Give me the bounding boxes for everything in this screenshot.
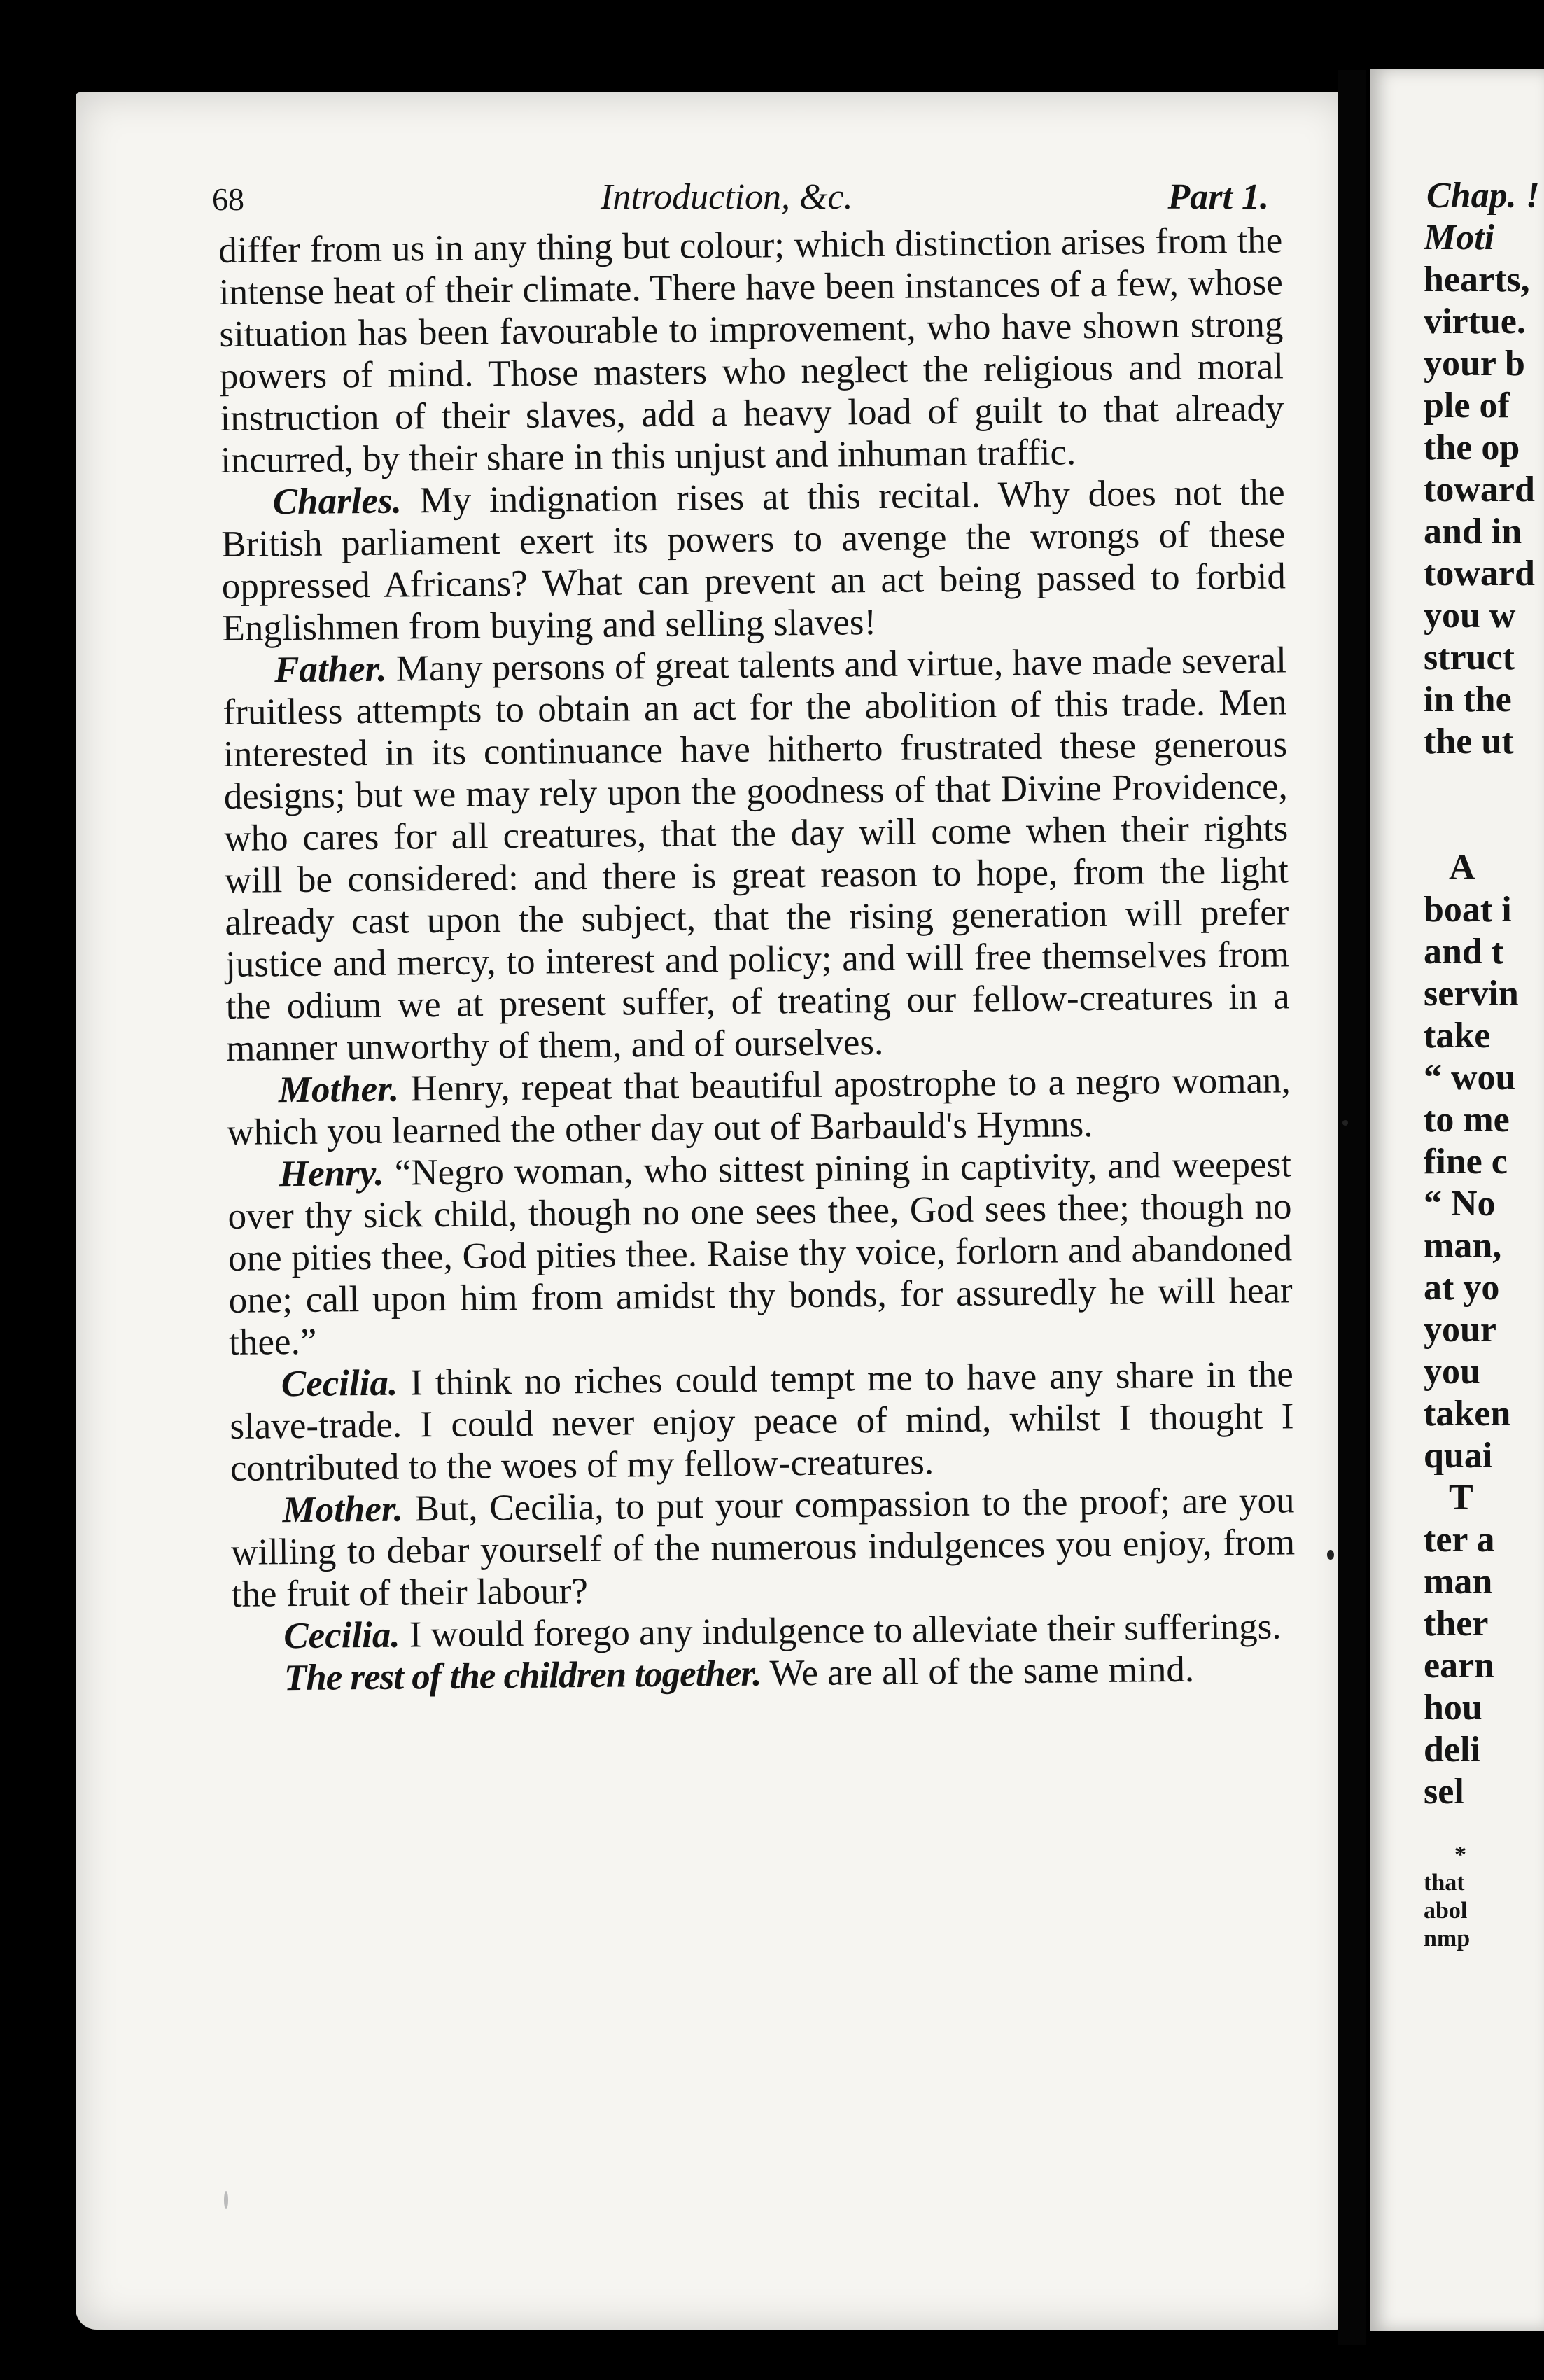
right-line: take	[1424, 1016, 1491, 1056]
right-line: toward	[1424, 470, 1535, 510]
paragraph-text: But, Cecilia, to put your compassion to the proof; are you willing to debar yourself of the numerous indulgences you enjoy, from the fruit of their labour?	[230, 1480, 1296, 1615]
right-line: your b	[1424, 344, 1525, 384]
right-line: in the	[1424, 680, 1512, 720]
speaker-name: Mother.	[282, 1488, 404, 1531]
footnote-line: abol	[1424, 1898, 1468, 1924]
paragraph-cecilia	[230, 1353, 1295, 1490]
right-line: ther	[1424, 1604, 1489, 1644]
speaker-name: Mother.	[278, 1068, 400, 1111]
right-line: ter a	[1424, 1520, 1495, 1560]
paragraph-mother	[227, 1059, 1291, 1154]
right-line: “ wou	[1424, 1058, 1516, 1098]
scan-speck	[1327, 1550, 1334, 1560]
right-line: the ut	[1424, 722, 1514, 762]
paragraph-text: Henry, repeat that beautiful apostrophe to a negro woman, which you learned the other day out of Barbauld's Hymns.	[227, 1060, 1291, 1153]
speaker-name: Father.	[274, 648, 387, 691]
running-head	[212, 176, 1276, 225]
right-line: man,	[1424, 1226, 1502, 1266]
speaker-name: Charles.	[272, 480, 402, 523]
right-line: “ No	[1424, 1184, 1496, 1224]
scan-speck	[224, 2191, 228, 2209]
left-page-text	[218, 219, 1296, 1699]
right-line: and in	[1424, 512, 1522, 552]
footnote-line: *	[1454, 1842, 1466, 1868]
paragraph-henry	[227, 1143, 1293, 1364]
right-line: man	[1424, 1562, 1493, 1602]
paragraph-charles	[220, 471, 1286, 650]
right-line: and t	[1424, 932, 1504, 972]
part-label: Part 1.	[1167, 177, 1269, 217]
right-line: virtue.	[1424, 302, 1526, 342]
book-gutter	[1338, 70, 1366, 2345]
speaker-name: The rest of the children together.	[283, 1653, 762, 1699]
right-line: taken	[1424, 1394, 1511, 1434]
right-line: Moti	[1424, 218, 1495, 258]
paragraph-text: “Negro woman, who sittest pining in captivity, and weepest over thy sick child, though no one sees thee, God sees thee; though no one pities thee, God pities thee. Raise thy voice, forlorn and abandoned one; call upon him from amidst thy bonds, for assuredly he will hear thee.”	[227, 1144, 1293, 1363]
paragraph-father	[223, 639, 1291, 1070]
right-line: A	[1449, 848, 1475, 888]
footnote-line: nmp	[1424, 1926, 1471, 1952]
right-line: Chap. !	[1426, 176, 1540, 216]
footnote-line: that	[1424, 1870, 1465, 1896]
scan-speck	[1342, 1120, 1348, 1126]
right-line: hou	[1424, 1688, 1482, 1728]
page-number: 68	[212, 181, 244, 217]
paragraph-continued	[218, 219, 1284, 482]
paragraph-text: We are all of the same mind.	[769, 1648, 1195, 1694]
paragraph-text: I think no riches could tempt me to have any share in the slave-trade. I could never enjoy peace of mind, whilst I thought I contributed to the woes of my fellow-creatures.	[230, 1354, 1294, 1489]
paragraph-text: Many persons of great talents and virtue, have made several fruitless attempts to obtain an act for the abolition of this trade. Men interested in its continuance have hitherto frustrated these generous designs; but we may rely upon the goodness of that Divine Providence, who cares for all creatures, that the day will come when their rights will be considered: and there is great reason to hope, from the light already cast upon the subject, that the rising generation will prefer justice and mercy, to interest and policy; and will free themselves from the odium we at present suffer, of treating our fellow-creatures in a manner unworthy of them, and of ourselves.	[223, 640, 1290, 1069]
right-line: T	[1449, 1478, 1473, 1518]
right-line: struct	[1424, 638, 1515, 678]
right-line: ple of	[1424, 386, 1510, 426]
right-line: you w	[1424, 596, 1516, 636]
right-line: boat i	[1424, 890, 1512, 930]
right-line: the op	[1424, 428, 1520, 468]
right-line: sel	[1424, 1772, 1464, 1812]
right-line	[1424, 805, 1544, 847]
right-line: toward	[1424, 554, 1535, 594]
right-page-fragment	[1424, 175, 1544, 1953]
right-line: to me	[1424, 1100, 1510, 1140]
paragraph-text: My indignation rises at this recital. Why does not the British parliament exert its powers to avenge the wrongs of these oppressed Africans? What can prevent an act being passed to forbid Englishmen from buying and selling slaves!	[221, 472, 1286, 649]
paragraph-text: differ from us in any thing but colour; which distinction arises from the intense heat of their climate. There have been instances of a few, whose situation has been favourable to improvement, who have shown strong powers of mind. Those masters who neglect the religious and moral instruction of their slaves, add a heavy load of guilt to that already incurred, by their share in this unjust and inhuman traffic.	[218, 220, 1284, 481]
right-line: fine c	[1424, 1142, 1508, 1182]
right-line	[1424, 763, 1544, 805]
paragraph-text: I would forego any indulgence to alleviate their sufferings.	[409, 1606, 1282, 1656]
right-line: earn	[1424, 1646, 1495, 1686]
right-line: quai	[1424, 1436, 1493, 1476]
right-line: deli	[1424, 1730, 1480, 1770]
right-line: your	[1424, 1310, 1496, 1350]
speaker-name: Henry.	[279, 1152, 384, 1195]
right-line: at yo	[1424, 1268, 1500, 1308]
speaker-name: Cecilia.	[281, 1362, 398, 1405]
speaker-name: Cecilia.	[283, 1614, 400, 1657]
paragraph-mother-2	[230, 1479, 1296, 1616]
right-line: you	[1424, 1352, 1480, 1392]
running-title: Introduction, &c.	[601, 177, 853, 217]
right-line: hearts,	[1424, 260, 1530, 300]
right-line: servin	[1424, 974, 1519, 1014]
